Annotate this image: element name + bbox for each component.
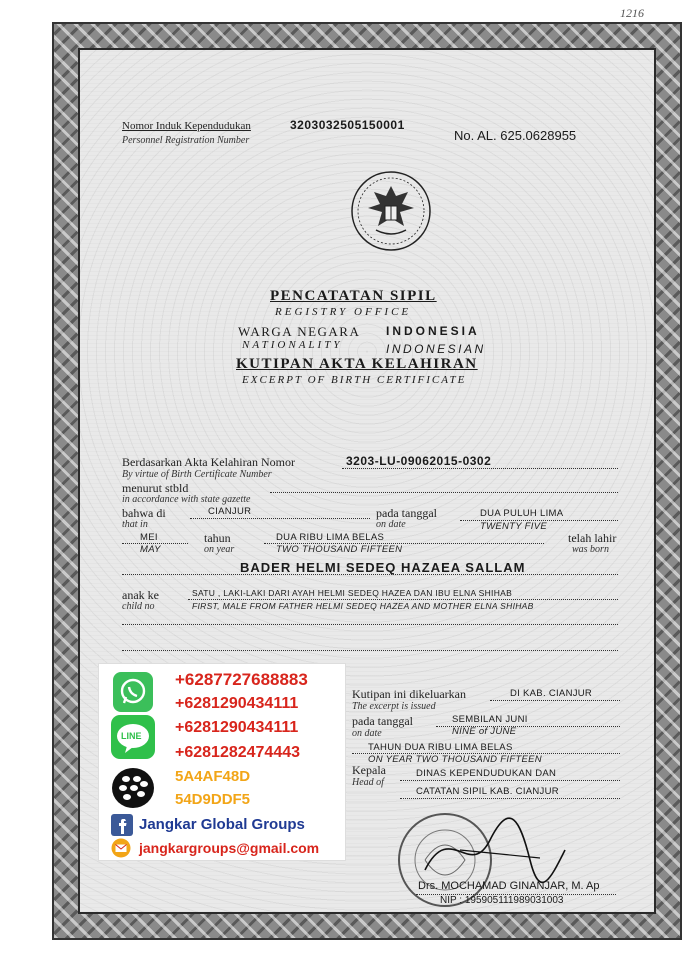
phone-number-2: +6281290434111: [175, 695, 299, 712]
child-number-line: [188, 599, 618, 600]
child-number-label: anak ke: [122, 588, 159, 602]
nik-label-en: Personnel Registration Number: [122, 135, 250, 146]
issue-date-label-en: on date: [352, 728, 382, 739]
bbm-pin-2: 54D9DDF5: [175, 791, 251, 808]
official-name: Drs. MOCHAMAD GINANJAR, M. Ap: [418, 880, 600, 892]
birth-date-value-en: TWENTY FIVE: [480, 521, 547, 532]
document-title-en: EXCERPT OF BIRTH CERTIFICATE: [242, 374, 467, 386]
phone-number-4: +6281282474443: [175, 744, 301, 761]
blank-line-1: [122, 624, 618, 625]
child-name: BADER HELMI SEDEQ HAZAEA SALLAM: [240, 560, 526, 575]
email-icon: [111, 838, 131, 858]
issue-date-value-en: NINE of JUNE: [452, 726, 517, 737]
head-label-en: Head of: [352, 777, 384, 788]
corner-handwritten-note: 1216: [620, 6, 644, 20]
birth-date-label: pada tanggal: [376, 506, 437, 520]
head-line-1: [400, 780, 620, 781]
issued-place-value: DI KAB. CIANJUR: [510, 688, 593, 699]
place-value: CIANJUR: [208, 506, 252, 517]
head-value-line-1: DINAS KEPENDUDUKAN DAN: [416, 768, 557, 779]
issue-year-line: [352, 753, 620, 754]
born-label-en: was born: [572, 544, 609, 555]
blackberry-icon: [111, 767, 155, 809]
nationality-label-en: NATIONALITY: [242, 339, 343, 351]
contact-advertisement: [98, 663, 346, 861]
bbm-pin-1: 5A4AF48D: [175, 768, 251, 785]
line-app-label: LINE: [121, 731, 142, 741]
facebook-icon: [111, 814, 133, 836]
office-title: PENCATATAN SIPIL: [270, 288, 437, 304]
birth-year-value: DUA RIBU LIMA BELAS: [276, 532, 385, 543]
office-title-en: REGISTRY OFFICE: [275, 306, 412, 318]
signature-icon: [420, 810, 570, 890]
place-label: bahwa di: [122, 506, 166, 520]
birth-year-label-en: on year: [204, 544, 235, 555]
place-label-en: that in: [122, 519, 148, 530]
document-title: KUTIPAN AKTA KELAHIRAN: [236, 356, 478, 372]
born-label: telah lahir: [568, 531, 617, 545]
head-label: Kepala: [352, 763, 386, 777]
nationality-value-en: INDONESIAN: [386, 342, 486, 356]
issue-date-label: pada tanggal: [352, 714, 413, 728]
stbld-label-en: in accordance with state gazette: [122, 494, 251, 505]
blank-line-2: [122, 650, 618, 651]
cert-number-label-en: By virtue of Birth Certificate Number: [122, 469, 272, 480]
nationality-label: WARGA NEGARA: [238, 324, 361, 339]
birth-year-value-en: TWO THOUSAND FIFTEEN: [276, 544, 403, 555]
stbld-label: menurut stbld: [122, 481, 189, 495]
birth-month-value: MEI: [140, 532, 158, 543]
official-nip: NIP : 195905111989031003: [440, 895, 564, 906]
birth-date-line: [460, 520, 618, 521]
email-address[interactable]: jangkargroups@gmail.com: [139, 840, 320, 856]
nik-value: 3203032505150001: [290, 118, 405, 132]
nik-label: Nomor Induk Kependudukan: [122, 120, 251, 132]
cert-number-value: 3203-LU-09062015-0302: [346, 454, 492, 468]
birth-month-line: [122, 543, 188, 544]
head-value-line-2: CATATAN SIPIL KAB. CIANJUR: [416, 786, 559, 797]
birth-year-label: tahun: [204, 531, 231, 545]
serial-number: No. AL. 625.0628955: [454, 128, 577, 143]
child-number-label-en: child no: [122, 601, 155, 612]
child-number-value: SATU , LAKI-LAKI DARI AYAH HELMI SEDEQ HAZEA DAN IBU ELNA SHIHAB: [192, 588, 513, 598]
nationality-value: INDONESIA: [386, 324, 480, 338]
garuda-emblem-icon: [350, 170, 432, 252]
cert-number-label: Berdasarkan Akta Kelahiran Nomor: [122, 455, 295, 469]
issued-label: Kutipan ini dikeluarkan: [352, 687, 466, 701]
child-name-line: [122, 574, 618, 575]
company-name: Jangkar Global Groups: [139, 816, 305, 833]
phone-number-3: +6281290434111: [175, 719, 299, 736]
whatsapp-icon: [113, 672, 153, 712]
issue-date-value: SEMBILAN JUNI: [452, 714, 528, 725]
cert-number-line: [342, 468, 618, 469]
stbld-line: [270, 492, 618, 493]
issued-place-line: [490, 700, 620, 701]
issue-year-value: TAHUN DUA RIBU LIMA BELAS: [368, 742, 513, 753]
issued-label-en: The excerpt is issued: [352, 701, 436, 712]
head-line-2: [400, 798, 620, 799]
issue-date-line: [436, 726, 620, 727]
birth-year-line: [264, 543, 544, 544]
child-number-value-en: FIRST, MALE FROM FATHER HELMI SEDEQ HAZEA AND MOTHER ELNA SHIHAB: [192, 601, 534, 611]
place-line: [190, 518, 370, 519]
birth-date-value: DUA PULUH LIMA: [480, 508, 564, 519]
birth-month-value-en: MAY: [140, 544, 161, 555]
phone-number-1: +6287727688883: [175, 670, 308, 689]
birth-date-label-en: on date: [376, 519, 406, 530]
issue-year-value-en: ON YEAR TWO THOUSAND FIFTEEN: [368, 754, 542, 765]
